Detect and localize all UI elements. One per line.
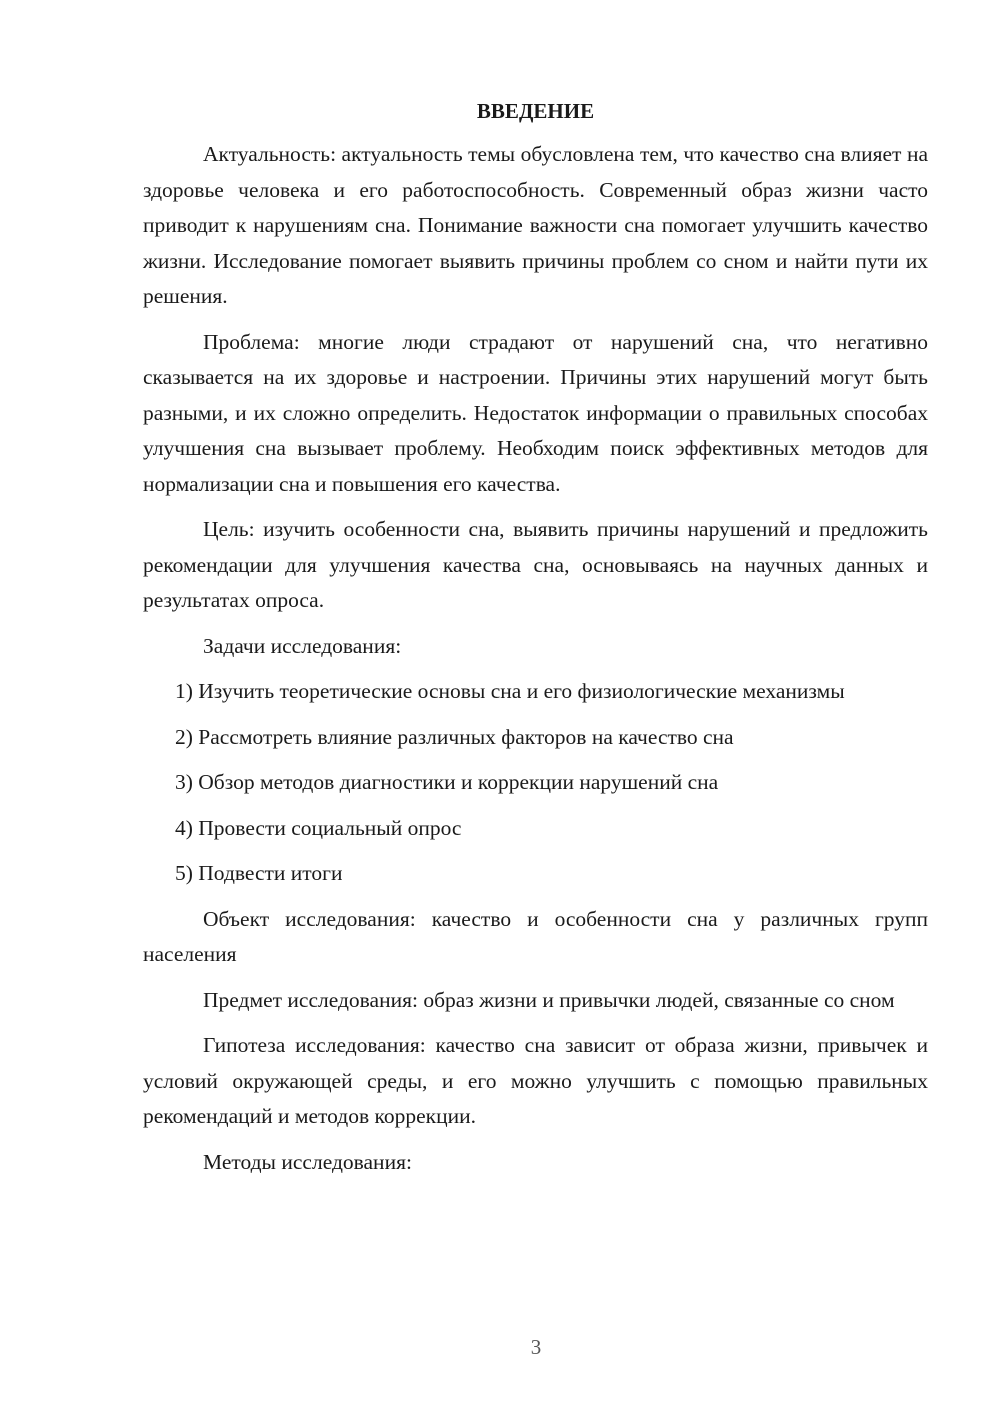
- task-item-4: 4) Провести социальный опрос: [175, 815, 462, 840]
- tasks-heading: Задачи исследования:: [203, 633, 402, 658]
- paragraph-actuality: Актуальность: актуальность темы обусловлена тем, что качество сна влияет на здоровье человека и его работоспособность. Современный образ жизни часто приводит к нарушениям сна. Понимание важности сна помогает улучшить качество жизни. Исследование помогает выявить причины проблем со сном и найти пути их решения.: [143, 142, 928, 308]
- page-number: 3: [530, 1335, 542, 1359]
- task-item-1: 1) Изучить теоретические основы сна и его физиологические механизмы: [175, 679, 845, 703]
- paragraph-goal: Цель: изучить особенности сна, выявить причины нарушений и предложить рекомендации для улучшения качества сна, основываясь на научных данных и результатах опроса.: [143, 517, 928, 612]
- paragraph-problem: Проблема: многие люди страдают от нарушений сна, что негативно сказывается на их здоровье и настроении. Причины этих нарушений могут быть разными, и их сложно определить. Недостаток информации о правильных способах улучшения сна вызывает проблему. Необходим поиск эффективных методов для нормализации сна и повышения его качества.: [143, 329, 928, 496]
- paragraph-subject: Предмет исследования: образ жизни и привычки людей, связанные со сном: [203, 987, 895, 1012]
- task-item-2: 2) Рассмотреть влияние различных факторов на качество сна: [175, 724, 734, 749]
- task-item-5: 5) Подвести итоги: [175, 861, 343, 885]
- task-item-3: 3) Обзор методов диагностики и коррекции нарушений сна: [175, 770, 719, 794]
- paragraph-object: Объект исследования: качество и особенности сна у различных групп населения: [143, 906, 928, 966]
- methods-heading: Методы исследования:: [203, 1149, 412, 1174]
- paragraph-hypothesis: Гипотеза исследования: качество сна зависит от образа жизни, привычек и условий окружающей среды, и его можно улучшить с помощью правильных рекомендаций и методов коррекции.: [143, 1033, 928, 1128]
- page-content: [143, 96, 928, 1190]
- section-title: ВВЕДЕНИЕ: [476, 99, 595, 123]
